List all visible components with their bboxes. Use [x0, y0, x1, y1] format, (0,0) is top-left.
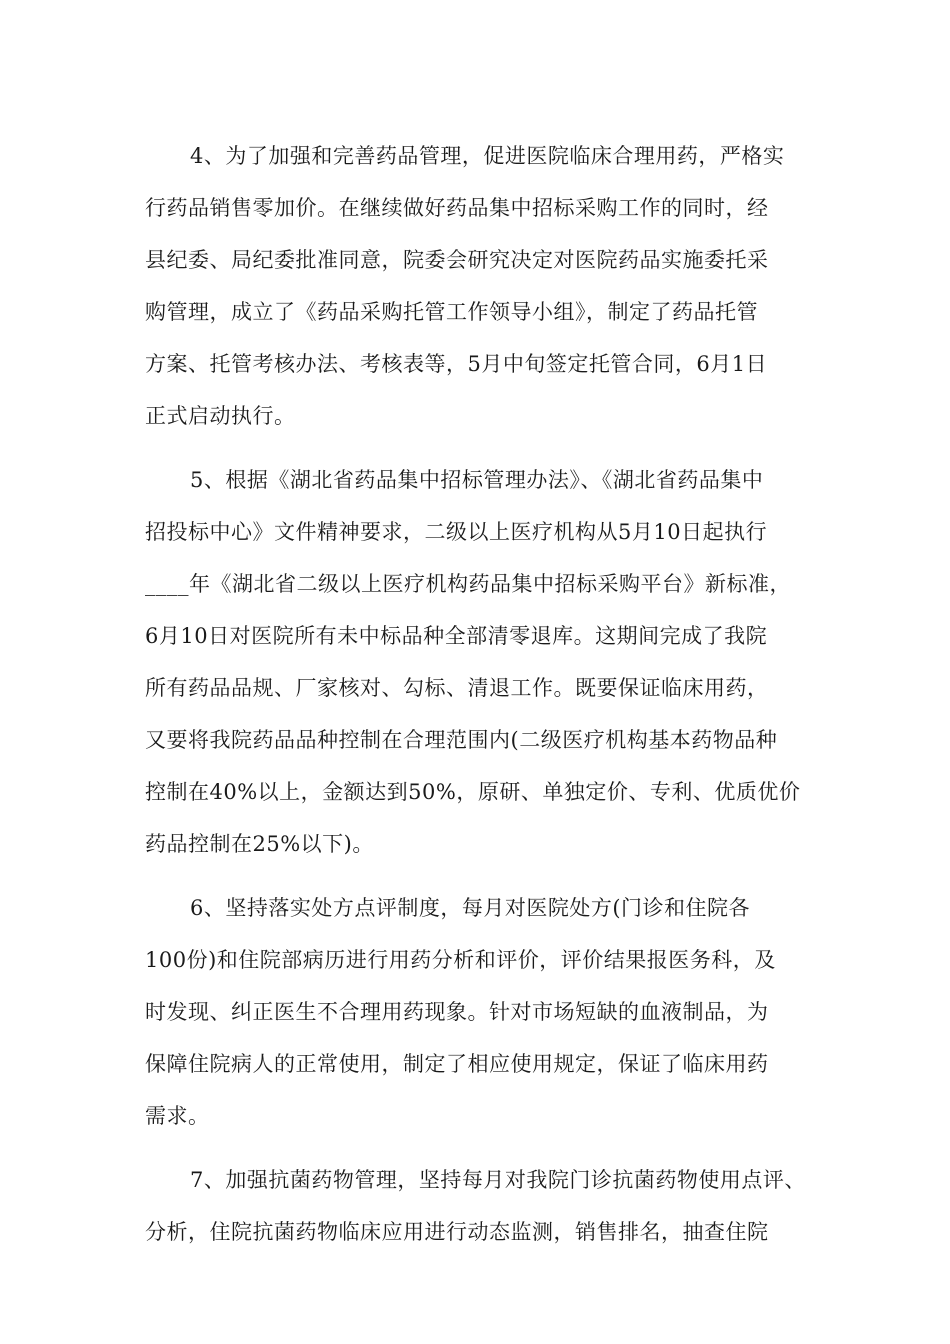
- text-line: 6、坚持落实处方点评制度，每月对医院处方(门诊和住院各: [190, 896, 751, 920]
- paragraph-item-4: [145, 130, 815, 442]
- text-line: 方案、托管考核办法、考核表等，5月中旬签定托管合同，6月1日: [145, 352, 768, 376]
- text-line: 行药品销售零加价。在继续做好药品集中招标采购工作的同时，经: [145, 196, 769, 220]
- text-line: 时发现、纠正医生不合理用药现象。针对市场短缺的血液制品，为: [145, 1000, 769, 1024]
- text-line: 100份)和住院部病历进行用药分析和评价，评价结果报医务科，及: [145, 948, 776, 972]
- text-line: 保障住院病人的正常使用，制定了相应使用规定，保证了临床用药: [145, 1052, 769, 1076]
- paragraph-item-5: [145, 454, 815, 870]
- text-line: 6月10日对医院所有未中标品种全部清零退库。这期间完成了我院: [145, 624, 768, 648]
- paragraph-item-7: [145, 1154, 815, 1258]
- text-line: 县纪委、局纪委批准同意，院委会研究决定对医院药品实施委托采: [145, 248, 769, 272]
- text-line: 5、根据《湖北省药品集中招标管理办法》、《湖北省药品集中: [190, 468, 764, 492]
- text-line: 购管理，成立了《药品采购托管工作领导小组》，制定了药品托管: [145, 300, 758, 324]
- text-line: 又要将我院药品品种控制在合理范围内(二级医疗机构基本药物品种: [145, 728, 778, 752]
- text-line: 分析，住院抗菌药物临床应用进行动态监测，销售排名，抽查住院: [145, 1220, 769, 1244]
- document-body: [145, 130, 815, 1270]
- paragraph-item-6: [145, 882, 815, 1142]
- text-line: 招投标中心》文件精神要求，二级以上医疗机构从5月10日起执行: [145, 520, 768, 544]
- text-line: 7、加强抗菌药物管理，坚持每月对我院门诊抗菌药物使用点评、: [190, 1168, 806, 1192]
- text-line: 控制在40%以上，金额达到50%，原研、单独定价、专利、优质优价: [145, 780, 801, 804]
- text-line: ____年《湖北省二级以上医疗机构药品集中招标采购平台》新标准，: [145, 572, 791, 596]
- text-line: 正式启动执行。: [145, 404, 296, 428]
- text-line: 4、为了加强和完善药品管理，促进医院临床合理用药，严格实: [190, 144, 785, 168]
- text-line: 所有药品品规、厂家核对、勾标、清退工作。既要保证临床用药，: [145, 676, 769, 700]
- text-line: 药品控制在25%以下)。: [145, 832, 374, 856]
- text-line: 需求。: [145, 1104, 210, 1128]
